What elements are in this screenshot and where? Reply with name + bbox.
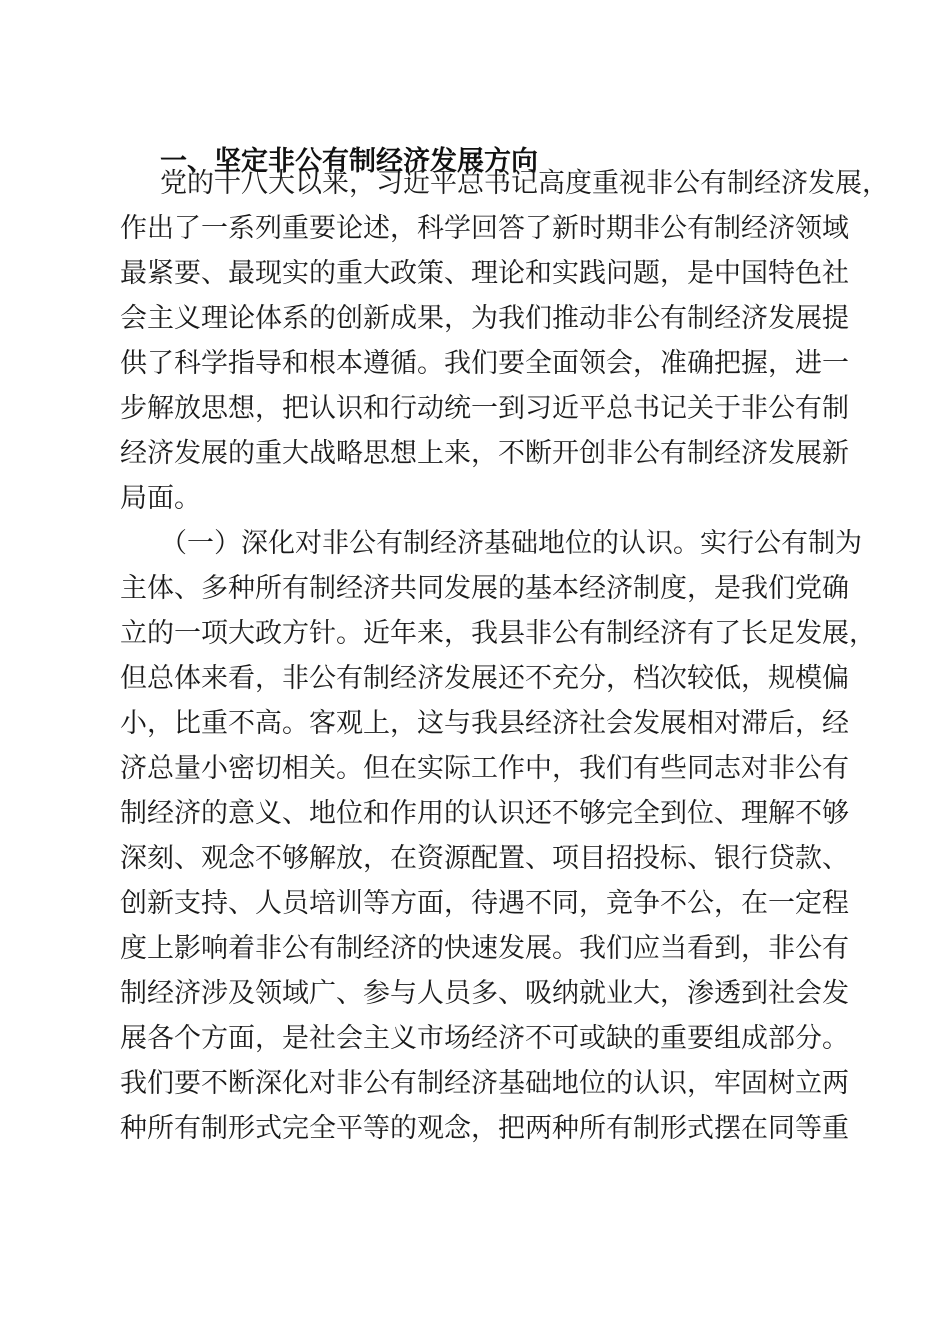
- paragraph-line: 立的一项大政方针。近年来，我县非公有制经济有了长足发展，: [120, 618, 876, 649]
- paragraph-line: 展各个方面，是社会主义市场经济不可或缺的重要组成部分。: [120, 1023, 849, 1054]
- paragraph-line: （一）深化对非公有制经济基础地位的认识。实行公有制为: [160, 528, 862, 559]
- paragraph-line: 种所有制形式完全平等的观念，把两种所有制形式摆在同等重: [120, 1113, 849, 1144]
- paragraph-line: 供了科学指导和根本遵循。我们要全面领会，准确把握，进一: [120, 348, 849, 379]
- paragraph-line: 深刻、观念不够解放，在资源配置、项目招投标、银行贷款、: [120, 843, 849, 874]
- paragraph-line: 最紧要、最现实的重大政策、理论和实践问题，是中国特色社: [120, 258, 849, 289]
- paragraph-line: 济总量小密切相关。但在实际工作中，我们有些同志对非公有: [120, 753, 849, 784]
- paragraph-line: 我们要不断深化对非公有制经济基础地位的认识，牢固树立两: [120, 1068, 849, 1099]
- paragraph-line: 会主义理论体系的创新成果，为我们推动非公有制经济发展提: [120, 303, 849, 334]
- paragraph-line: 步解放思想，把认识和行动统一到习近平总书记关于非公有制: [120, 393, 849, 424]
- paragraph-line: 度上影响着非公有制经济的快速发展。我们应当看到，非公有: [120, 933, 849, 964]
- paragraph-line: 党的十八大以来，习近平总书记高度重视非公有制经济发展，: [160, 168, 889, 199]
- paragraph-line: 制经济的意义、地位和作用的认识还不够完全到位、理解不够: [120, 798, 849, 829]
- paragraph-line: 作出了一系列重要论述，科学回答了新时期非公有制经济领域: [120, 213, 849, 244]
- paragraph-line: 但总体来看，非公有制经济发展还不充分，档次较低，规模偏: [120, 663, 849, 694]
- paragraph-line: 主体、多种所有制经济共同发展的基本经济制度，是我们党确: [120, 573, 849, 604]
- paragraph-line: 小，比重不高。客观上，这与我县经济社会发展相对滞后，经: [120, 708, 849, 739]
- paragraph-line: 经济发展的重大战略思想上来，不断开创非公有制经济发展新: [120, 438, 849, 469]
- section-heading: 一、坚定非公有制经济发展方向: [160, 146, 538, 177]
- paragraph-line: 制经济涉及领域广、参与人员多、吸纳就业大，渗透到社会发: [120, 978, 849, 1009]
- paragraph-line: 创新支持、人员培训等方面，待遇不同，竞争不公，在一定程: [120, 888, 849, 919]
- paragraph-line: 局面。: [120, 483, 201, 514]
